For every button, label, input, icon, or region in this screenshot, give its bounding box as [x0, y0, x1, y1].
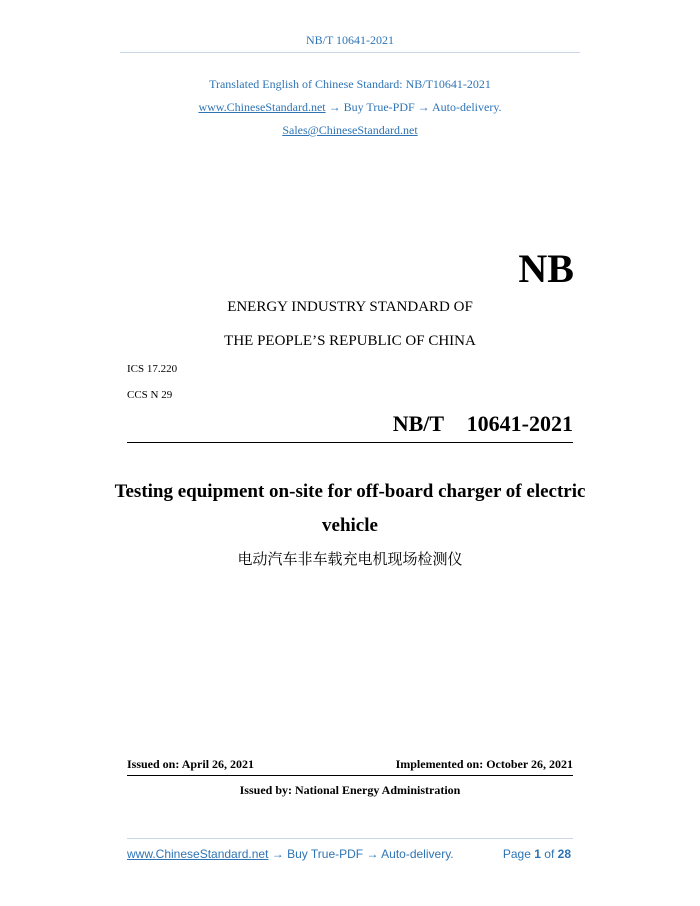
issued-date: Issued on: April 26, 2021: [127, 757, 255, 771]
site-link[interactable]: www.ChineseStandard.net: [198, 100, 326, 114]
email-line: [0, 123, 700, 138]
standard-number: NB/T 10641-2021: [392, 411, 573, 436]
title-english-line-1: Testing equipment on-site for off-board charger of electric: [114, 481, 586, 502]
translation-links: [0, 100, 700, 115]
email-link[interactable]: Sales@ChineseStandard.net: [282, 123, 418, 137]
industry-line-1: ENERGY INDUSTRY STANDARD OF: [227, 299, 473, 315]
issuing-authority: Issued by: National Energy Administration: [239, 783, 461, 797]
arrow-right-icon: →: [271, 847, 284, 861]
nb-logo: NB: [518, 246, 574, 291]
footer-delivery-text: Auto-delivery.: [381, 847, 454, 861]
buy-pdf-text: Buy True-PDF: [343, 100, 415, 114]
arrow-right-icon: →: [328, 100, 341, 114]
footer-links: [127, 847, 454, 861]
auto-delivery-text: Auto-delivery.: [432, 100, 502, 114]
implemented-date: Implemented on: October 26, 2021: [395, 757, 573, 771]
ics-code: ICS 17.220: [127, 363, 178, 375]
header-standard-code: NB/T 10641-2021: [305, 33, 395, 47]
page-indicator: [503, 847, 571, 861]
page-total: 28: [557, 847, 571, 861]
ccs-code: CCS N 29: [127, 389, 173, 401]
dates-divider: [127, 775, 573, 776]
page-label: Page: [502, 847, 531, 861]
title-divider: [127, 442, 573, 443]
industry-line-2: THE PEOPLE’S REPUBLIC OF CHINA: [224, 333, 476, 349]
arrow-right-icon: →: [417, 100, 430, 114]
footer-site-link[interactable]: www.ChineseStandard.net: [127, 847, 269, 861]
page-of-label: of: [544, 847, 555, 861]
footer-divider: [127, 838, 573, 839]
title-chinese: 电动汽车非车载充电机现场检测仪: [237, 550, 463, 568]
translation-notice: Translated English of Chinese Standard: NB/T10641-2021: [209, 77, 491, 91]
arrow-right-icon: →: [366, 847, 379, 861]
footer-buy-text: Buy True-PDF: [287, 847, 364, 861]
header-divider: [120, 52, 580, 53]
page-number: 1: [534, 847, 541, 861]
title-english-line-2: vehicle: [322, 515, 378, 536]
